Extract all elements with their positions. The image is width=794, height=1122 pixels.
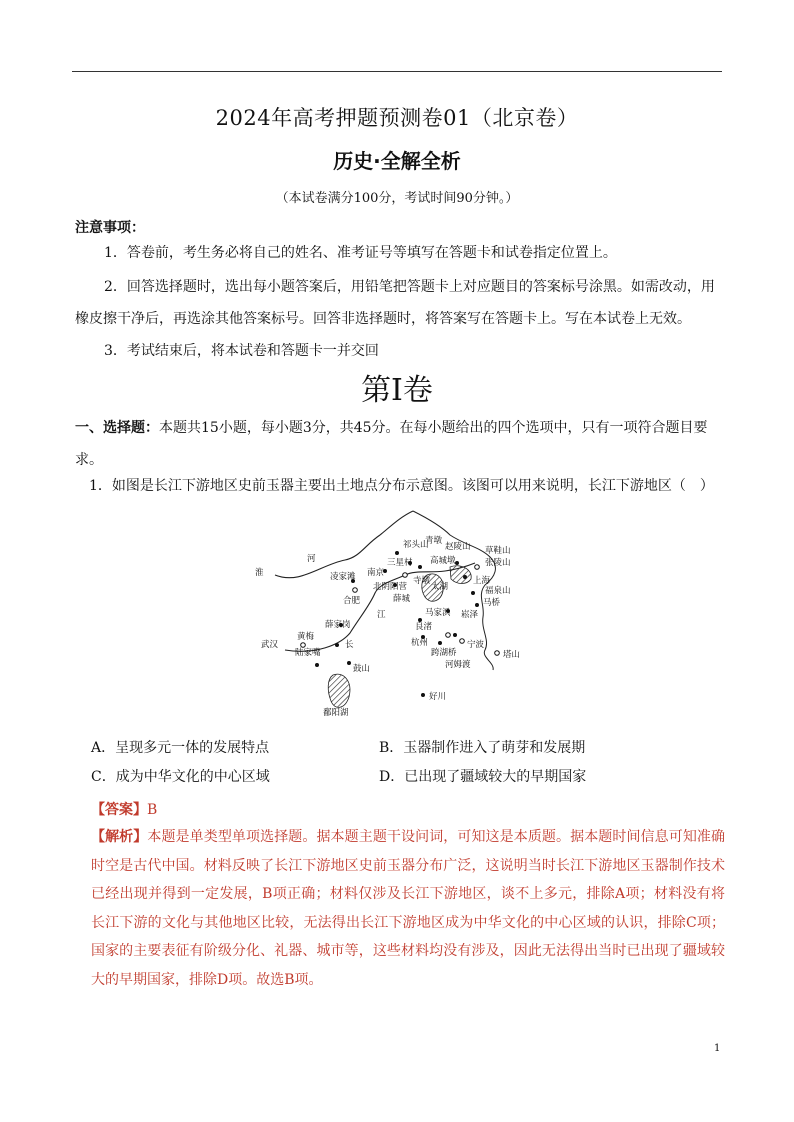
label-taihu: 太湖: [431, 582, 449, 592]
city-marker: [446, 633, 451, 638]
label-sidun: 寺墩: [413, 576, 431, 586]
note-item-2-line-2: 橡皮擦干净后，再选涂其他答案标号。回答非选择题时，将答案写在答题卡上。写在本试卷上无效。: [75, 311, 691, 327]
label-xuecheng: 薛城: [393, 594, 411, 604]
jade-sites-map: [245, 505, 545, 720]
label-zhangling: 张陵山: [485, 558, 511, 568]
section-intro: [75, 412, 725, 476]
analysis-text: 本题是单类型单项选择题。据本题主题干设问词，可知这是本质题。据本题时间信息可知准确时空是古代中国。材料反映了长江下游地区史前玉器分布广泛，这说明当时长江下游地区玉器制作技术已经出现并得到一定发展，B项正确；材料仅涉及长江下游地区，谈不上多元，排除A项；材料没有将长江下游的文化与其他地区比较，无法得出长江下游地区成为中华文化的中心区域的认识，排除C项；国家的主要表征有阶级分化、礼器、城市等，这些材料均没有涉及，因此无法得出当时已出现了疆域较大的早期国家，排除D项。故选B项。: [91, 829, 726, 988]
question-stem: 1．如图是长江下游地区史前玉器主要出土地点分布示意图。该图可以用来说明，长江下游地区（ ）: [89, 478, 714, 494]
section-text: 本题共15小题，每小题3分，共45分。在每小题给出的四个选项中，只有一项符合题目要求。: [75, 420, 708, 468]
label-zhutou: 祁头山: [403, 540, 429, 550]
header-rule: [72, 71, 722, 72]
site-dot: [463, 575, 467, 579]
label-yanze: 崧泽: [461, 610, 479, 620]
answer-label: 【答案】: [91, 802, 147, 818]
site-dot: [471, 591, 475, 595]
section-heading: 一、选择题：: [75, 420, 159, 436]
label-chang: 长: [345, 640, 354, 650]
city-marker: [301, 643, 306, 648]
analysis: [91, 823, 725, 994]
city-marker: [475, 565, 480, 570]
site-dot: [418, 565, 422, 569]
option-a: A．呈现多元一体的发展特点: [91, 740, 270, 756]
city-marker: [495, 651, 500, 656]
label-haochuan: 好川: [429, 692, 447, 702]
notes-heading: 注意事项：: [75, 220, 145, 236]
label-wuhan: 武汉: [261, 640, 279, 650]
exam-meta: （本试卷满分100分，考试时间90分钟。）: [275, 191, 519, 206]
label-jiang: 江: [377, 610, 386, 620]
site-dot: [438, 641, 442, 645]
note-item-1: 1．答卷前，考生务必将自己的姓名、准考证号等填写在答题卡和试卷指定位置上。: [104, 245, 617, 261]
analysis-label: 【解析】: [91, 829, 148, 845]
city-marker: [353, 588, 358, 593]
site-dot: [475, 603, 479, 607]
delta-area: [450, 566, 471, 584]
answer: [91, 799, 157, 819]
answer-value: B: [147, 802, 158, 818]
label-hangzhou: 杭州: [411, 638, 429, 648]
option-d: D．已出现了疆域较大的早期国家: [379, 769, 587, 785]
label-sanxing: 三星村: [387, 558, 413, 568]
option-b: B．玉器制作进入了萌芽和发展期: [379, 740, 586, 756]
option-c: C．成为中华文化的中心区域: [91, 769, 270, 785]
site-dot: [395, 551, 399, 555]
label-huai: 淮: [255, 568, 264, 578]
site-dot: [421, 693, 425, 697]
label-huangmei: 黄梅: [297, 632, 315, 642]
city-marker: [460, 639, 465, 644]
label-qingdun: 青墩: [425, 536, 443, 546]
label-kuahuqiao: 跨湖桥: [431, 648, 457, 658]
label-hefei: 合肥: [343, 596, 361, 606]
poyang-lake: [328, 674, 350, 707]
label-nanjing: 南京: [367, 568, 385, 578]
note-item-2-line-1: 2．回答选择题时，选出每小题答案后，用铅笔把答题卡上对应题目的答案标号涂黑。如需改动，用: [104, 279, 715, 295]
label-shanghai: 上海: [473, 576, 491, 586]
page-title: 2024年高考押题预测卷01（北京卷）: [215, 106, 579, 130]
label-lingjiatan: 凌家滩: [330, 572, 356, 582]
page-subtitle: 历史·全解全析: [333, 149, 461, 173]
label-beiyinyang: 北阴阳营: [373, 582, 408, 592]
note-item-3: 3．考试结束后，将本试卷和答题卡一并交回: [104, 343, 379, 359]
site-dot: [453, 633, 457, 637]
label-majiabang: 马家浜: [425, 608, 451, 618]
label-liangzhu: 良渚: [415, 622, 433, 632]
label-zhaoling: 赵陵山: [445, 542, 471, 552]
label-gaocheng: 高城墩: [430, 556, 456, 566]
site-dot: [347, 661, 351, 665]
label-maqiao: 马桥: [483, 598, 501, 608]
label-caoxie: 草鞋山: [485, 546, 511, 556]
site-dot: [455, 561, 459, 565]
label-hemudu: 河姆渡: [445, 660, 471, 670]
label-poyang: 鄱阳湖: [323, 708, 349, 718]
label-fuquan: 福泉山: [485, 586, 511, 596]
page-number: 1: [714, 1043, 721, 1054]
site-dot: [315, 663, 319, 667]
label-tashan: 塔山: [503, 650, 521, 660]
city-marker: [403, 573, 408, 578]
site-dot: [335, 643, 339, 647]
label-ningbo: 宁波: [467, 640, 485, 650]
label-guishan: 鼓山: [353, 664, 371, 674]
label-lujiazui: 陆家嘴: [295, 648, 321, 658]
label-xuejiagang: 薛家岗: [325, 620, 351, 630]
volume-title: 第Ⅰ卷: [361, 373, 433, 408]
label-he: 河: [307, 554, 316, 564]
